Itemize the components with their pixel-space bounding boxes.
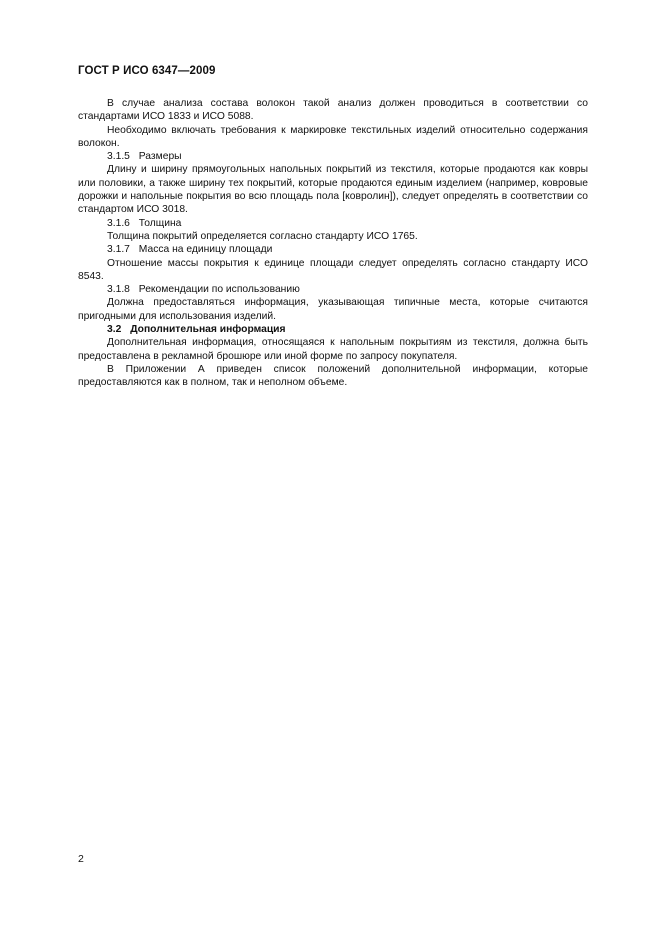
section-number: 3.1.7 — [107, 244, 130, 256]
paragraph-recommendations: Должна предоставляться информация, указывающая типичные места, которые считаются пригодными для использования изделий. — [78, 297, 588, 322]
page-number: 2 — [78, 853, 84, 865]
section-title: Размеры — [138, 151, 182, 163]
paragraph-fiber-analysis: В случае анализа состава волокон такой анализ должен проводиться в соответствии со стандартами ИСО 1833 и ИСО 5088. — [78, 98, 588, 123]
section-heading-3-2 — [78, 323, 588, 336]
paragraph-labeling: Необходимо включать требования к маркировке текстильных изделий относительно содержания волокон. — [78, 124, 588, 149]
section-number: 3.1.5 — [107, 151, 130, 163]
section-title: Рекомендации по использованию — [138, 284, 300, 296]
section-number: 3.1.8 — [107, 284, 130, 296]
section-title: Дополнительная информация — [130, 324, 286, 336]
section-number: 3.1.6 — [107, 217, 130, 229]
paragraph-thickness: Толщина покрытий определяется согласно стандарту ИСО 1765. — [107, 230, 418, 242]
section-title: Масса на единицу площади — [138, 244, 273, 256]
section-heading-3-1-6 — [78, 217, 588, 230]
document-body — [78, 97, 588, 390]
section-number: 3.2 — [107, 324, 122, 336]
section-heading-3-1-8 — [78, 283, 588, 296]
document-header: ГОСТ Р ИСО 6347—2009 — [78, 65, 216, 77]
section-heading-3-1-7 — [78, 243, 588, 256]
paragraph-dimensions: Длину и ширину прямоугольных напольных покрытий из текстиля, которые продаются как ковры или половики, а также ширину тех покрытий, которые продаются единым изделием (например, ковровые дорожки и напольные покрытия во всю площадь пола [ковролин]), следует определять в соответствии со стандартом ИСО 3018. — [78, 164, 588, 216]
paragraph-additional-info: Дополнительная информация, относящаяся к напольным покрытиям из текстиля, должна быть предоставлена в рекламной брошюре или иной форме по запросу покупателя. — [78, 337, 588, 362]
paragraph-annex-a: В Приложении А приведен список положений дополнительной информации, которые предоставляются как в полном, так и неполном объеме. — [78, 363, 588, 389]
section-heading-3-1-5 — [78, 150, 588, 163]
section-title: Толщина — [138, 217, 182, 229]
paragraph-mass: Отношение массы покрытия к единице площади следует определять согласно стандарту ИСО 8543. — [78, 257, 588, 282]
